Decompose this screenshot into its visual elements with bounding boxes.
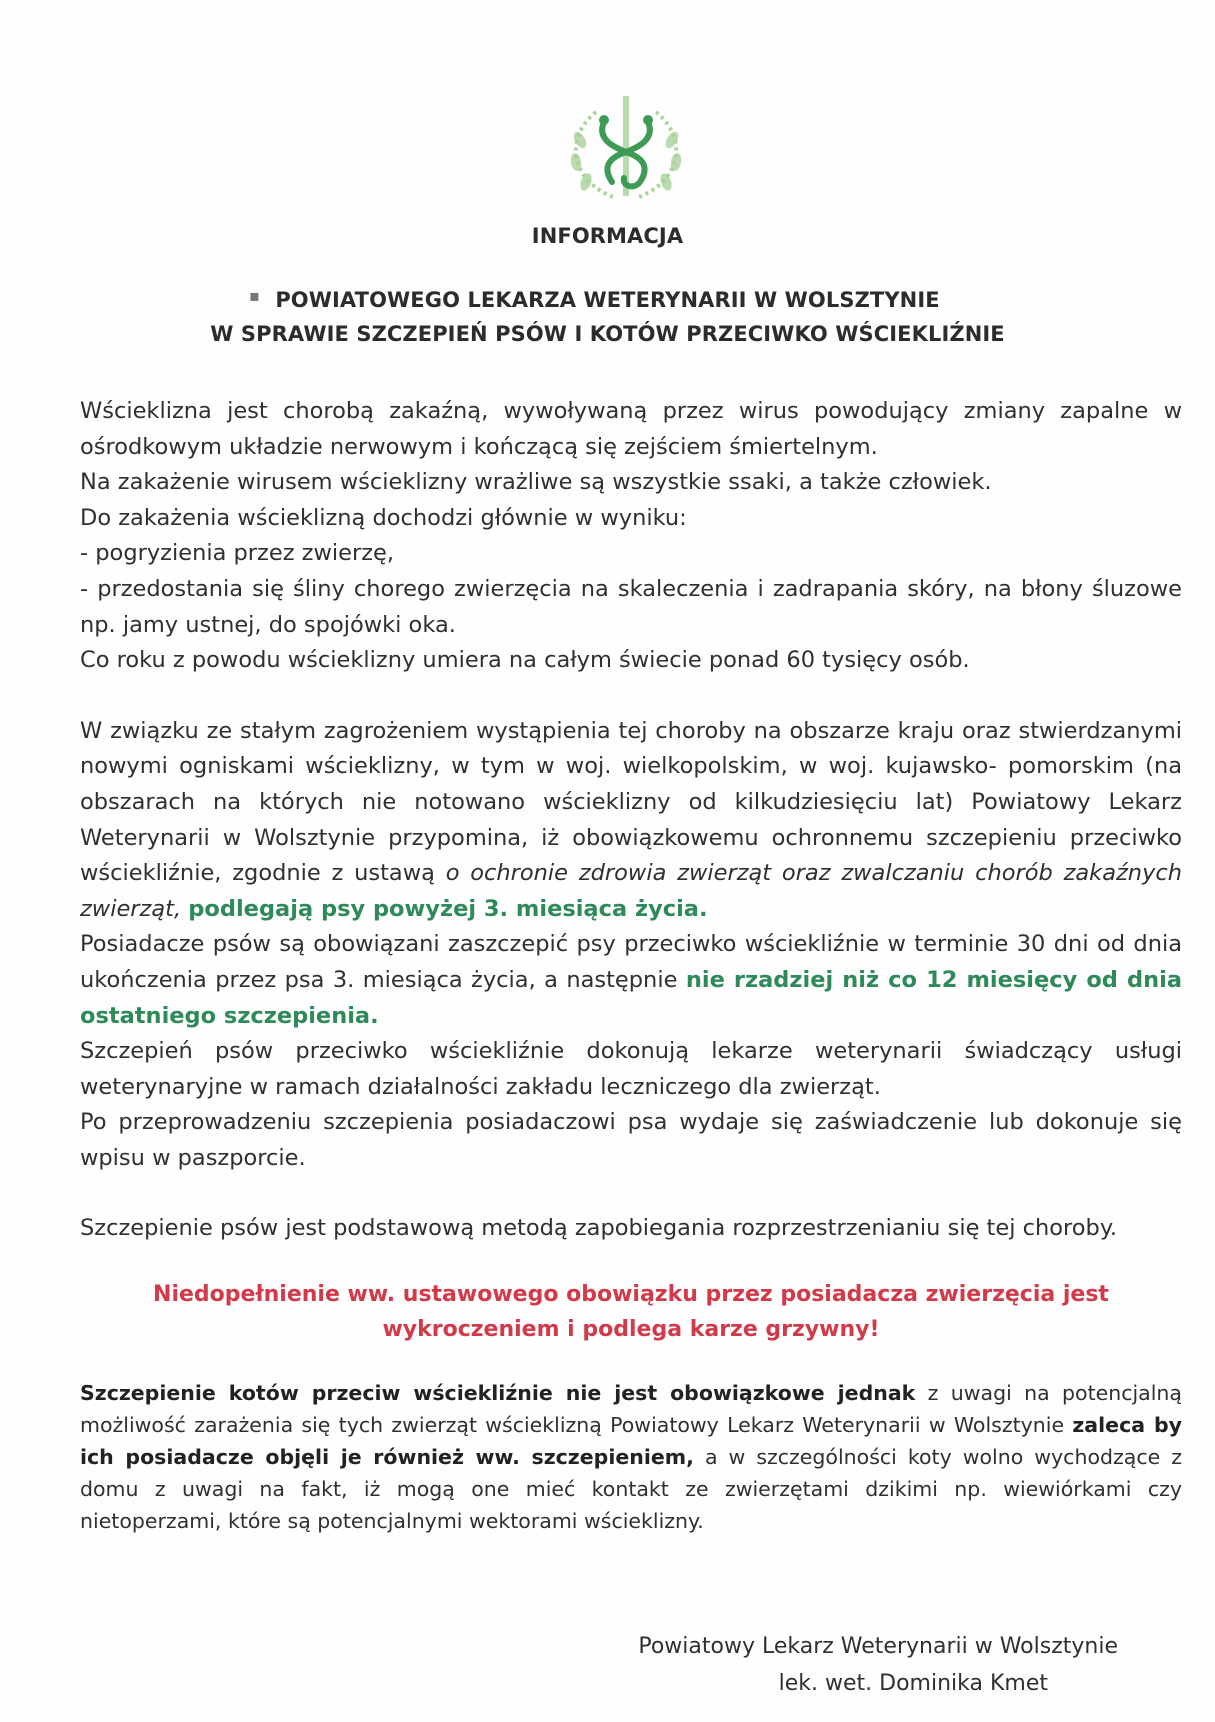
obligation-highlight: podlegają psy powyżej 3. miesiąca życia. bbox=[188, 895, 708, 922]
cats-text-2: a w szczególności koty wolno wychodzące z domu z uwagi na fakt, iż mogą one mieć kontakt ze zwierzętami dzikimi np. wiewiórkami czy nietoperzami, które są potencjalnymi wektorami wścieklizny. bbox=[80, 1445, 1182, 1534]
paragraph-prevention: Szczepienie psów jest podstawową metodą zapobiegania rozprzestrzenianiu się tej choroby. bbox=[80, 1215, 1118, 1242]
cats-bold-2: zaleca by ich posiadacze objęli je również ww. szczepieniem, bbox=[80, 1413, 1182, 1470]
paragraph-certificate: Po przeprowadzeniu szczepienia posiadaczowi psa wydaje się zaświadczenie lub dokonuje się wpisu w paszporcie. bbox=[80, 1109, 1182, 1171]
list-item-bite: - pogryzienia przez zwierzę, bbox=[80, 540, 395, 567]
page-title: INFORMACJA bbox=[531, 224, 684, 248]
paragraph-susceptible: Na zakażenie wirusem wścieklizny wrażliwe są wszystkie ssaki, a także człowiek. bbox=[80, 469, 992, 496]
paragraph-infection-causes: Do zakażenia wścieklizną dochodzi głównie w wyniku: bbox=[80, 504, 687, 531]
deadline-highlight: nie rzadziej niż co 12 miesięcy od dnia ostatniego szczepienia. bbox=[80, 966, 1183, 1029]
subtitle-line-1: POWIATOWEGO LEKARZA WETERYNARII W WOLSZTYNIE bbox=[275, 288, 940, 312]
deadline-text: Posiadacze psów są obowiązani zaszczepić psy przeciwko wściekliźnie w terminie 30 dni od dnia ukończenia przez psa 3. miesiąca życia, a następnie bbox=[80, 931, 1182, 993]
subtitle-line-2: W SPRAWIE SZCZEPIEŃ PSÓW I KOTÓW PRZECIWKO WŚCIEKLIŹNIE bbox=[210, 322, 1005, 346]
caduceus-wreath-icon bbox=[556, 82, 696, 207]
warning-line-1: Niedopełnienie ww. ustawowego obowiązku przez posiadacza zwierzęcia jest bbox=[153, 1282, 1109, 1308]
cats-text-1: z uwagi na potencjalną możliwość zarażenia się tych zwierząt wścieklizną Powiatowy Lekarz Weterynarii w Wolsztynie bbox=[80, 1381, 1182, 1438]
act-title: o ochronie zdrowia zwierząt oraz zwalczaniu chorób zakaźnych zwierząt, bbox=[80, 860, 1183, 922]
list-item-saliva: - przedostania się śliny chorego zwierzęcia na skaleczenia i zadrapania skóry, na błony śluzowe np. jamy ustnej, do spojówki oka. bbox=[80, 575, 1182, 638]
stray-mark: ▪ bbox=[249, 286, 260, 305]
paragraph-vaccination-deadline bbox=[80, 927, 1182, 1034]
document-body bbox=[80, 394, 1182, 1537]
obligation-text: W związku ze stałym zagrożeniem wystąpienia tej choroby na obszarze kraju oraz stwierdzanymi nowymi ogniskami wścieklizny, w tym w woj. wielkopolskim, w woj. kujawsko- pomorskim (na obszarach na których nie notowano wścieklizny od kilkudziesięciu lat) Powiatowy Lekarz Weterynarii w Wolsztynie przypomina, iż obowiązkowemu ochronnemu szczepieniu przeciwko wściekliźnie, zgodnie z ustawą bbox=[80, 717, 1182, 887]
paragraph-rabies-definition: Wścieklizna jest chorobą zakaźną, wywoływaną przez wirus powodujący zmiany zapalne w ośrodkowym układzie nerwowym i kończącą się zejściem śmiertelnym. bbox=[80, 398, 1182, 460]
paragraph-cats bbox=[80, 1377, 1182, 1537]
paragraph-dog-obligation bbox=[80, 714, 1182, 928]
signature-title: Powiatowy Lekarz Weterynarii w Wolsztynie bbox=[638, 1634, 1118, 1659]
paragraph-vets: Szczepień psów przeciwko wściekliźnie dokonują lekarze weterynarii świadczący usługi weterynaryjne w ramach działalności zakładu leczniczego dla zwierząt. bbox=[80, 1038, 1182, 1100]
warning-line-2: wykroczeniem i podlega karze grzywny! bbox=[382, 1317, 880, 1343]
paragraph-deaths: Co roku z powodu wścieklizny umiera na całym świecie ponad 60 tysięcy osób. bbox=[80, 647, 970, 674]
signature-name: lek. wet. Dominika Kmet bbox=[778, 1671, 1048, 1696]
cats-bold-1: Szczepienie kotów przeciw wściekliźnie nie jest obowiązkowe jednak bbox=[80, 1381, 916, 1406]
